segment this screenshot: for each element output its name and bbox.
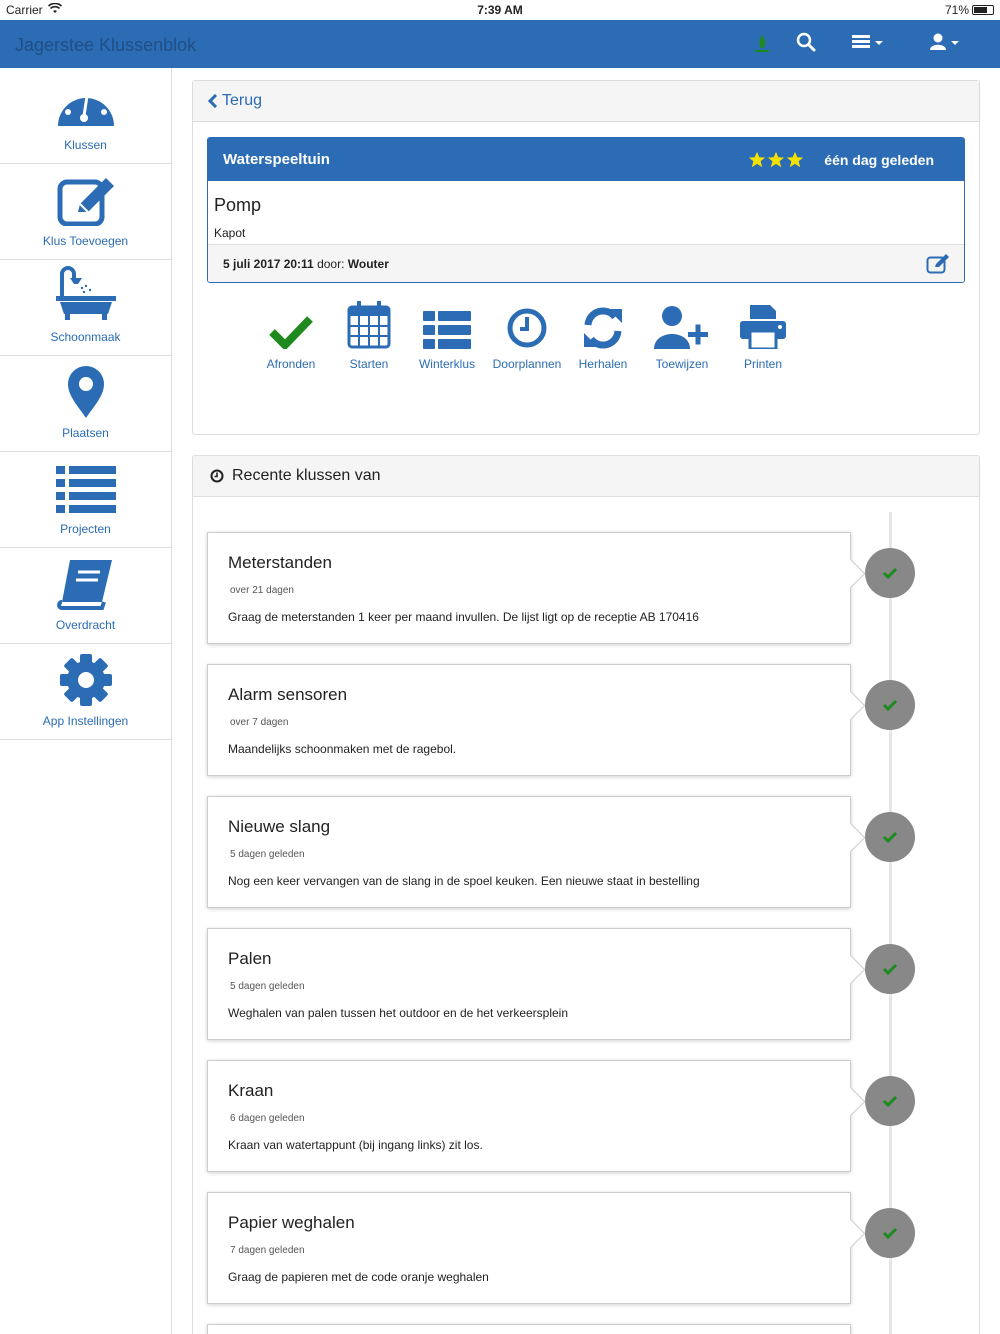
timeline-item[interactable] <box>207 664 851 776</box>
status-bar <box>0 0 1000 20</box>
chevron-left-icon <box>208 94 218 108</box>
timeline-item-description: Maandelijks schoonmaken met de ragebol. <box>228 742 457 756</box>
panel-header <box>193 81 979 122</box>
sidebar-item-plaatsen[interactable] <box>0 356 171 452</box>
job-age: één dag geleden <box>824 151 934 168</box>
sidebar-item-label: Klus Toevoegen <box>42 234 129 248</box>
map-marker-icon <box>56 366 116 418</box>
action-printen[interactable] <box>729 301 797 371</box>
job-title: Pomp <box>214 195 262 215</box>
app-brand[interactable]: Jagerstee Klussenblok <box>15 35 197 55</box>
check-icon <box>882 831 898 843</box>
action-afronden[interactable] <box>255 301 327 371</box>
timeline-item-title: Kraan <box>228 1081 274 1100</box>
job-by-label: door: <box>317 257 345 271</box>
job-subtitle: Kapot <box>214 226 246 240</box>
job-detail-panel <box>192 80 980 435</box>
edit-job-button[interactable] <box>926 254 950 277</box>
sidebar-item-overdracht[interactable] <box>0 548 171 644</box>
rating-stars <box>748 151 804 169</box>
timeline-item-partial[interactable] <box>207 1324 851 1334</box>
job-card <box>207 137 965 283</box>
job-actions <box>255 301 797 371</box>
action-label: Toewijzen <box>655 357 709 371</box>
action-label: Doorplannen <box>492 357 562 371</box>
check-icon <box>882 1095 898 1107</box>
timeline-item[interactable] <box>207 1192 851 1304</box>
timeline-item-title: Alarm sensoren <box>228 685 348 704</box>
action-label: Winterklus <box>418 357 475 371</box>
server-menu-icon[interactable] <box>850 32 886 52</box>
timeline-item-title: Palen <box>228 949 272 968</box>
action-label: Starten <box>349 357 389 371</box>
gear-icon <box>56 654 116 706</box>
timeline-item-time: over 21 dagen <box>230 585 294 596</box>
dashboard-icon <box>56 82 116 130</box>
timeline-item-time: 5 dagen geleden <box>230 981 305 992</box>
timeline-item-description: Graag de meterstanden 1 keer per maand invullen. De lijst ligt op de receptie AB 170416 <box>228 610 699 624</box>
sidebar-item-label: Plaatsen <box>62 426 109 440</box>
sidebar-item-label: Projecten <box>60 522 111 536</box>
battery-percent: 71% <box>944 3 969 17</box>
sidebar-item-label: Overdracht <box>55 618 116 632</box>
timeline-item-description: Graag de papieren met de code oranje weghalen <box>228 1270 489 1284</box>
sidebar-item-klus-toevoegen[interactable] <box>0 164 171 260</box>
sidebar-item-klussen[interactable] <box>0 68 171 164</box>
timeline-item[interactable] <box>207 532 851 644</box>
timeline-check-badge <box>865 944 915 994</box>
job-card-body <box>208 181 964 245</box>
check-icon <box>269 315 313 349</box>
battery-icon <box>972 5 994 15</box>
sidebar <box>0 68 172 1334</box>
sidebar-item-app-instellingen[interactable] <box>0 644 171 740</box>
job-card-footer <box>208 245 964 283</box>
edit-icon <box>56 178 116 226</box>
battery-fill <box>974 7 987 13</box>
timeline-item[interactable] <box>207 796 851 908</box>
timeline-check-badge <box>865 680 915 730</box>
recent-heading: Recente klussen van <box>232 467 381 484</box>
sidebar-item-label: Klussen <box>64 138 107 152</box>
calendar-icon <box>347 301 391 349</box>
timeline-item[interactable] <box>207 928 851 1040</box>
clock-icon <box>210 469 224 483</box>
back-button[interactable] <box>208 92 262 110</box>
sidebar-item-label: Schoonmaak <box>50 330 121 344</box>
sidebar-item-projecten[interactable] <box>0 452 171 548</box>
sidebar-item-schoonmaak[interactable] <box>0 260 171 356</box>
job-author: Wouter <box>347 257 389 271</box>
action-winterklus[interactable] <box>411 301 483 371</box>
recent-jobs-panel <box>192 455 980 1334</box>
top-navbar <box>0 20 1000 68</box>
timeline-item-title: Meterstanden <box>228 553 332 572</box>
battery-indicator <box>945 3 994 17</box>
user-menu-icon[interactable] <box>928 32 964 52</box>
print-icon <box>740 305 786 349</box>
timeline-item-time: 7 dagen geleden <box>230 1245 305 1256</box>
carrier-label: Carrier <box>6 3 43 17</box>
star-icon <box>767 151 785 169</box>
book-icon <box>56 558 116 610</box>
star-icon <box>748 151 766 169</box>
timeline-check-badge <box>865 1208 915 1258</box>
action-label: Herhalen <box>578 357 628 371</box>
action-doorplannen[interactable] <box>483 301 571 371</box>
timeline-item-time: over 7 dagen <box>230 717 289 728</box>
check-icon <box>882 1227 898 1239</box>
job-location: Waterspeeltuin <box>223 151 330 168</box>
timeline-check-badge <box>865 1076 915 1126</box>
list-icon <box>423 311 471 349</box>
timeline-item-description: Weghalen van palen tussen het outdoor en de het verkeersplein <box>228 1006 569 1020</box>
timeline-item[interactable] <box>207 1060 851 1172</box>
action-starten[interactable] <box>327 301 411 371</box>
edit-icon <box>926 254 950 274</box>
timeline-check-badge <box>865 812 915 862</box>
timeline-item-title: Nieuwe slang <box>228 817 331 836</box>
timeline-check-badge <box>865 548 915 598</box>
leaf-icon[interactable] <box>752 34 772 54</box>
job-date: 5 juli 2017 20:11 <box>223 257 314 271</box>
refresh-icon <box>582 307 624 349</box>
check-icon <box>882 567 898 579</box>
action-herhalen[interactable] <box>571 301 635 371</box>
action-label: Printen <box>743 357 783 371</box>
back-label: Terug <box>222 92 263 109</box>
timeline-item-time: 6 dagen geleden <box>230 1113 305 1124</box>
list-icon <box>56 466 116 514</box>
clock-time: 7:39 AM <box>477 3 523 17</box>
clock-icon <box>506 307 548 349</box>
check-icon <box>882 963 898 975</box>
check-icon <box>882 699 898 711</box>
timeline-item-description: Nog een keer vervangen van de slang in de spoel keuken. Een nieuwe staat in bestelling <box>228 874 700 888</box>
timeline-item-time: 5 dagen geleden <box>230 849 305 860</box>
sidebar-item-label: App Instellingen <box>42 714 129 728</box>
timeline-item-description: Kraan van watertappunt (bij ingang links) zit los. <box>228 1138 483 1152</box>
star-icon <box>786 151 804 169</box>
job-card-header <box>208 138 964 181</box>
search-icon[interactable] <box>796 32 816 52</box>
action-label: Afronden <box>266 357 316 371</box>
bathtub-icon <box>56 266 116 322</box>
panel-header <box>193 456 979 497</box>
user-plus-icon <box>654 305 710 349</box>
timeline-item-title: Papier weghalen <box>228 1213 355 1232</box>
action-toewijzen[interactable] <box>635 301 729 371</box>
